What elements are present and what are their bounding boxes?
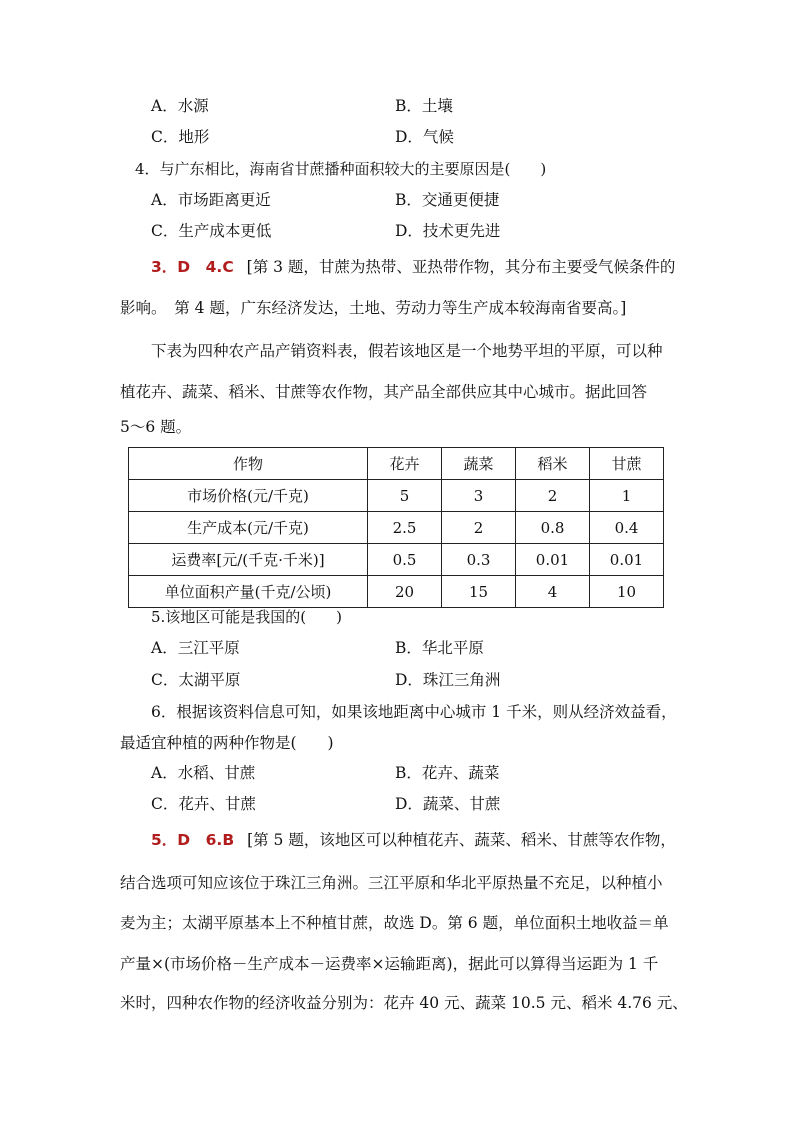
table-row (129, 544, 664, 576)
q6-stem-line1: 6．根据该资料信息可知，如果该地距离中心城市 1 千米，则从经济效益看， (151, 703, 677, 721)
q6-stem-line2: 最适宜种植的两种作物是( ) (120, 734, 334, 752)
table-header-cell: 蔬菜 (442, 448, 516, 480)
q6-option-a: A．水稻、甘蔗 (151, 764, 256, 782)
q4-option-a: A．市场距离更近 (151, 191, 271, 209)
table-cell: 生产成本(元/千克) (129, 512, 368, 544)
q3-option-d: D．气候 (395, 128, 454, 146)
answer-34-text2: 影响。 第 4 题，广东经济发达，土地、劳动力等生产成本较海南省要高。] (120, 299, 627, 317)
q3-option-a: A．水源 (151, 97, 209, 115)
table-row (129, 576, 664, 608)
answer-34-key: 3．D 4.C (151, 258, 234, 276)
answer-34-text1: [第 3 题，甘蔗为热带、亚热带作物，其分布主要受气候条件的 (246, 258, 676, 276)
table-header-cell: 作物 (129, 448, 368, 480)
intro-line3: 5～6 题。 (120, 418, 192, 436)
table-cell: 5 (368, 480, 442, 512)
table-header-cell: 甘蔗 (590, 448, 664, 480)
answer-34 (151, 256, 675, 278)
table-cell: 运费率[元/(千克·千米)] (129, 544, 368, 576)
table-cell: 0.01 (516, 544, 590, 576)
table-cell: 4 (516, 576, 590, 608)
q4-option-c: C．生产成本更低 (151, 222, 272, 240)
table-cell: 2 (442, 512, 516, 544)
table-cell: 0.5 (368, 544, 442, 576)
intro-line1: 下表为四种农产品产销资料表，假若该地区是一个地势平坦的平原，可以种 (151, 342, 663, 360)
answer-56-text5: 米时，四种农作物的经济收益分别为：花卉 40 元、蔬菜 10.5 元、稻米 4.76 元、 (120, 994, 688, 1012)
table-cell: 20 (368, 576, 442, 608)
answer-56-text2: 结合选项可知应该位于珠江三角洲。三江平原和华北平原热量不充足，以种植小 (120, 874, 663, 892)
table-cell: 2.5 (368, 512, 442, 544)
q6-option-c: C．花卉、甘蔗 (151, 795, 256, 813)
q3-option-c: C．地形 (151, 128, 210, 146)
q5-option-a: A．三江平原 (151, 639, 240, 657)
table-cell: 3 (442, 480, 516, 512)
q6-option-d: D．蔬菜、甘蔗 (395, 795, 501, 813)
table-cell: 单位面积产量(千克/公顷) (129, 576, 368, 608)
q5-option-d: D．珠江三角洲 (395, 671, 501, 689)
answer-56 (151, 829, 676, 851)
answer-56-key: 5．D 6.B (151, 831, 235, 849)
table-cell: 0.8 (516, 512, 590, 544)
answer-56-text1: [第 5 题，该地区可以种植花卉、蔬菜、稻米、甘蔗等农作物， (247, 831, 676, 849)
table-cell: 2 (516, 480, 590, 512)
table-header-cell: 花卉 (368, 448, 442, 480)
table-cell: 0.3 (442, 544, 516, 576)
table-row (129, 512, 664, 544)
table-cell: 1 (590, 480, 664, 512)
q4-option-d: D．技术更先进 (395, 222, 501, 240)
table-cell: 0.4 (590, 512, 664, 544)
table-cell: 0.01 (590, 544, 664, 576)
table-header-row (129, 448, 664, 480)
intro-line2: 植花卉、蔬菜、稻米、甘蔗等农作物，其产品全部供应其中心城市。据此回答 (120, 383, 648, 401)
produce-data-table (128, 447, 664, 608)
q3-option-b: B．土壤 (395, 97, 453, 115)
table-cell: 15 (442, 576, 516, 608)
q4-option-b: B．交通更便捷 (395, 191, 500, 209)
q5-option-c: C．太湖平原 (151, 671, 241, 689)
table-header-cell: 稻米 (516, 448, 590, 480)
q5-option-b: B．华北平原 (395, 639, 484, 657)
answer-56-text3: 麦为主；太湖平原基本上不种植甘蔗，故选 D。第 6 题，单位面积土地收益＝单 (120, 914, 669, 932)
q6-option-b: B．花卉、蔬菜 (395, 764, 500, 782)
table-cell: 10 (590, 576, 664, 608)
q4-stem: 4．与广东相比，海南省甘蔗播种面积较大的主要原因是( ) (135, 160, 547, 178)
q5-stem: 5.该地区可能是我国的( ) (151, 608, 343, 626)
table-cell: 市场价格(元/千克) (129, 480, 368, 512)
answer-56-text4: 产量×(市场价格－生产成本－运费率×运输距离)，据此可以算得当运距为 1 千 (120, 955, 659, 973)
table-row (129, 480, 664, 512)
